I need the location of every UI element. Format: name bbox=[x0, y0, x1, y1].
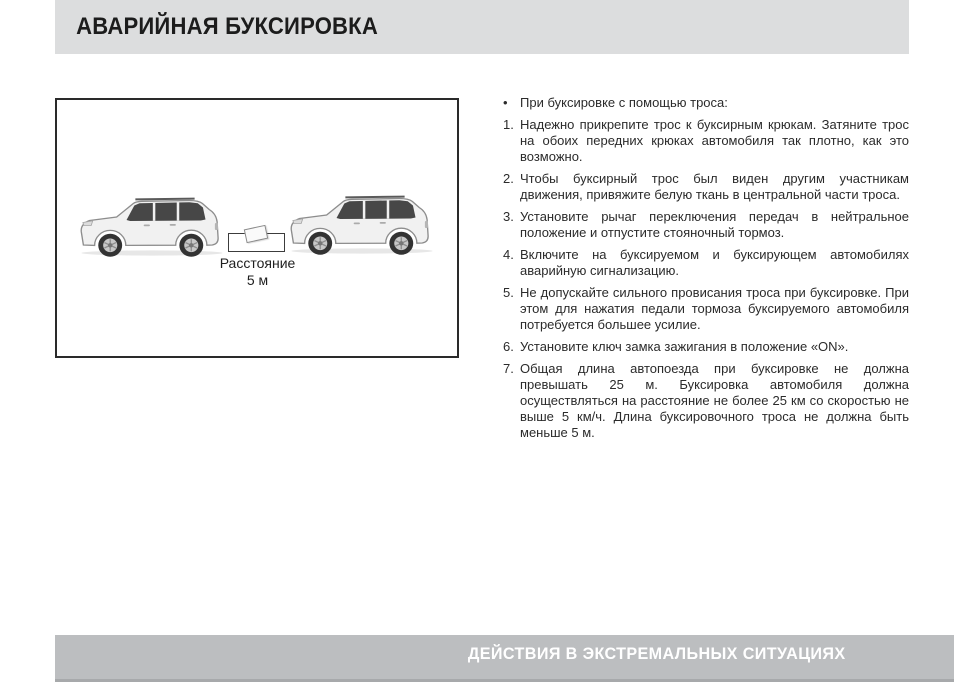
page-title-bar bbox=[55, 0, 909, 54]
item-text: Общая длина автопоезда при буксировке не должна превышать 25 м. Буксировка автомобиля должна осуществляться на расстояние не более 25 км со скоростью не выше 5 км/ч. Длина буксировочного троса не должна быть меньше 5 м. bbox=[520, 361, 909, 440]
item-text: Не допускайте сильного провисания троса при буксировке. При этом для нажатия педали тормоза буксируемого автомобиля потребуется большее усилие. bbox=[520, 285, 909, 332]
instruction-item bbox=[503, 285, 909, 333]
intro-text: При буксировке с помощью троса: bbox=[520, 95, 728, 110]
suv-icon bbox=[73, 194, 231, 258]
bullet-marker: • bbox=[503, 95, 508, 110]
instruction-item bbox=[503, 247, 909, 279]
item-text: Чтобы буксирный трос был виден другим участникам движения, привяжите белую ткань в центральной части троса. bbox=[520, 171, 909, 202]
item-number: 3. bbox=[503, 209, 514, 224]
intro-bullet-item bbox=[503, 95, 909, 111]
item-number: 5. bbox=[503, 285, 514, 300]
chapter-footer-title: ДЕЙСТВИЯ В ЭКСТРЕМАЛЬНЫХ СИТУАЦИЯХ bbox=[468, 643, 846, 663]
page-title: АВАРИЙНАЯ БУКСИРОВКА bbox=[76, 13, 378, 40]
instruction-item bbox=[503, 171, 909, 203]
distance-caption bbox=[175, 255, 340, 289]
item-number: 7. bbox=[503, 361, 514, 376]
item-text: Установите ключ замка зажигания в положение «ON». bbox=[520, 339, 849, 354]
towed-vehicle-illustration bbox=[283, 192, 441, 256]
item-number: 6. bbox=[503, 339, 514, 354]
item-text: Установите рычаг переключения передач в нейтральное положение и отпустите стояночный тормоз. bbox=[520, 209, 909, 240]
item-number: 2. bbox=[503, 171, 514, 186]
instruction-list bbox=[503, 95, 909, 447]
item-number: 1. bbox=[503, 117, 514, 132]
towing-figure bbox=[55, 98, 459, 358]
distance-value: 5 м bbox=[246, 272, 269, 288]
instruction-item bbox=[503, 117, 909, 165]
item-number: 4. bbox=[503, 247, 514, 262]
instruction-item bbox=[503, 209, 909, 241]
instruction-item bbox=[503, 339, 909, 355]
instruction-item bbox=[503, 361, 909, 441]
chapter-footer-bar bbox=[55, 635, 954, 682]
item-text: Включите на буксируемом и буксирующем автомобилях аварийную сигнализацию. bbox=[520, 247, 909, 278]
suv-icon bbox=[283, 192, 441, 256]
item-text: Надежно прикрепите трос к буксирным крюкам. Затяните трос на обоих передних крюках автомобиля так плотно, как это возможно. bbox=[520, 117, 909, 164]
towing-vehicle-illustration bbox=[73, 194, 231, 258]
distance-label: Расстояние bbox=[219, 255, 296, 271]
